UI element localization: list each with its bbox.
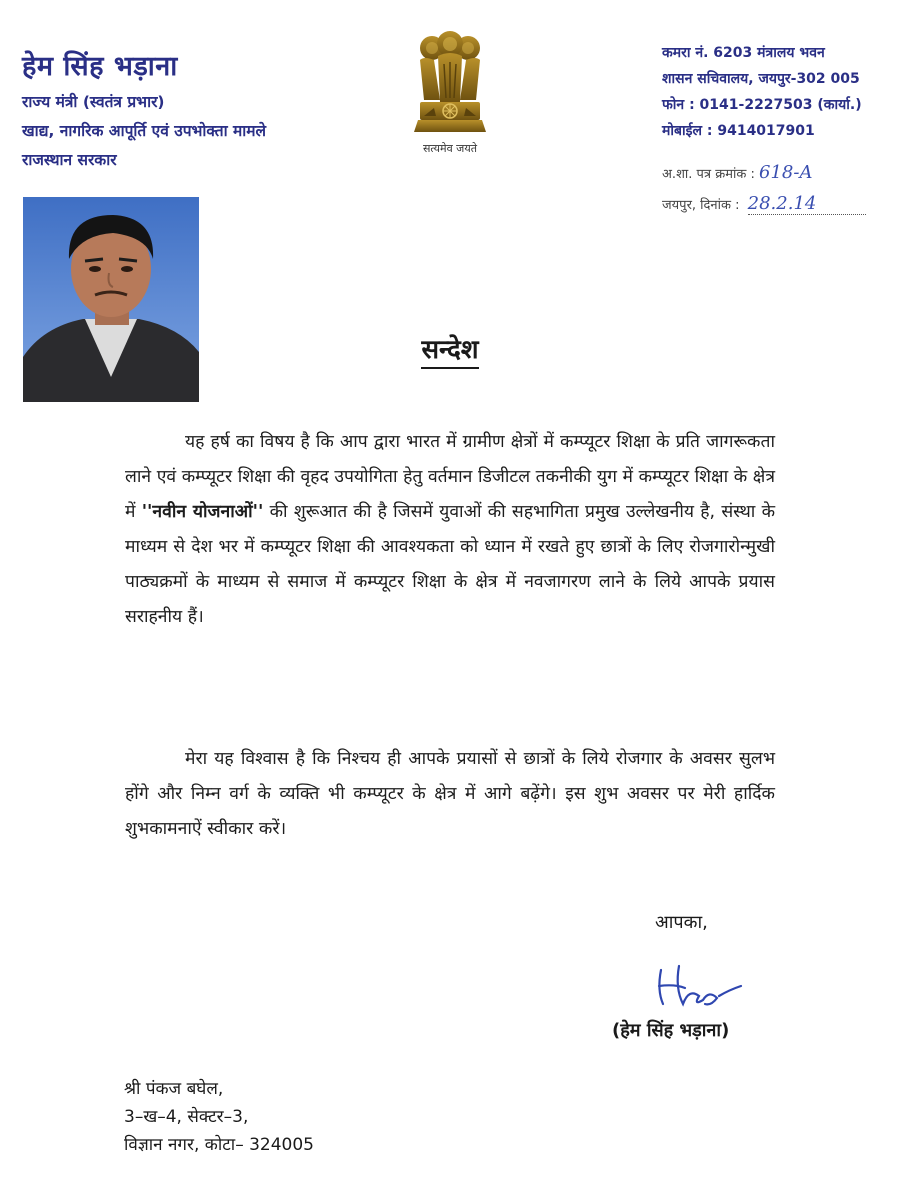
signature-image (655, 960, 745, 1015)
designation: राज्य मंत्री (स्वतंत्र प्रभार) (22, 93, 165, 111)
phone-label: फोन : (662, 97, 695, 113)
emblem-motto: सत्यमेव जयते (422, 142, 477, 155)
recipient-name: श्री पंकज बघेल, (124, 1079, 224, 1099)
national-emblem-icon (410, 30, 490, 134)
mobile-line (662, 121, 815, 140)
reference-number: 618-A (759, 162, 813, 183)
para1-text-start: यह हर्ष का विषय है कि आप द्वारा भारत में ग्रामीण क्षेत्रों में कम्प्यूटर शिक्षा के प्रति जागरूकता लाने एवं कम्प्यूटर शिक्षा की वृहद उपयोगिता हेतु वर्तमान डिजीटल तकनीकी युग में कम्प्यूटर शिक्षा के क्षेत्र में (125, 432, 775, 522)
reference-label: अ.शा. पत्र क्रमांक : (662, 167, 755, 182)
para1-highlight: ''नवीन योजनाओं'' (141, 502, 264, 522)
government: राजस्थान सरकार (22, 151, 117, 169)
letter-title-text: सन्देश (421, 335, 478, 369)
phone-line (662, 95, 862, 114)
phone-value: 0141-2227503 (कार्या.) (699, 97, 862, 113)
office-address-line1: कमरा नं. 6203 मंत्रालय भवन (662, 45, 825, 61)
letter-title (0, 330, 900, 366)
office-address-line2: शासन सचिवालय, जयपुर-302 005 (662, 71, 860, 87)
recipient-address-line1: 3–ख–4, सेक्टर–3, (124, 1107, 249, 1127)
reference-line (662, 162, 812, 183)
department: खाद्य, नागरिक आपूर्ति एवं उपभोक्ता मामले (22, 122, 267, 140)
date-line (662, 193, 866, 215)
body-paragraph-2: मेरा यह विश्वास है कि निश्चय ही आपके प्रयासों से छात्रों के लिये रोजगार के अवसर सुलभ होंगे और निम्न वर्ग के व्यक्ति भी कम्प्यूटर के क्षेत्र में आगे बढ़ेंगे। इस शुभ अवसर पर मेरी हार्दिक शुभकामनाऐं स्वीकार करें। (125, 749, 775, 839)
body-paragraph-1 (125, 425, 775, 635)
mobile-value: 9414017901 (717, 123, 815, 139)
signer-name: (हेम सिंह भड़ाना) (612, 1020, 730, 1041)
date-value: 28.2.14 (748, 193, 866, 215)
closing: आपका, (655, 912, 708, 933)
minister-name: हेम सिंह भड़ाना (22, 51, 178, 82)
para1-text-end: की शुरूआत की है जिसमें युवाओं की सहभागिता प्रमुख उल्लेखनीय है, संस्था के माध्यम से देश भर में कम्प्यूटर शिक्षा की आवश्यकता को ध्यान में रखते हुए छात्रों के लिए रोजगारोन्मुखी पाठ्यक्रमों के माध्यम से समाज में कम्प्यूटर शिक्षा के क्षेत्र में नवजागरण लाने के लिये आपके प्रयास सराहनीय हैं। (125, 502, 776, 627)
recipient-address-line2: विज्ञान नगर, कोटा– 324005 (124, 1135, 314, 1155)
minister-photo (23, 197, 199, 402)
date-label: जयपुर, दिनांक : (662, 198, 740, 213)
mobile-label: मोबाईल : (662, 123, 713, 139)
